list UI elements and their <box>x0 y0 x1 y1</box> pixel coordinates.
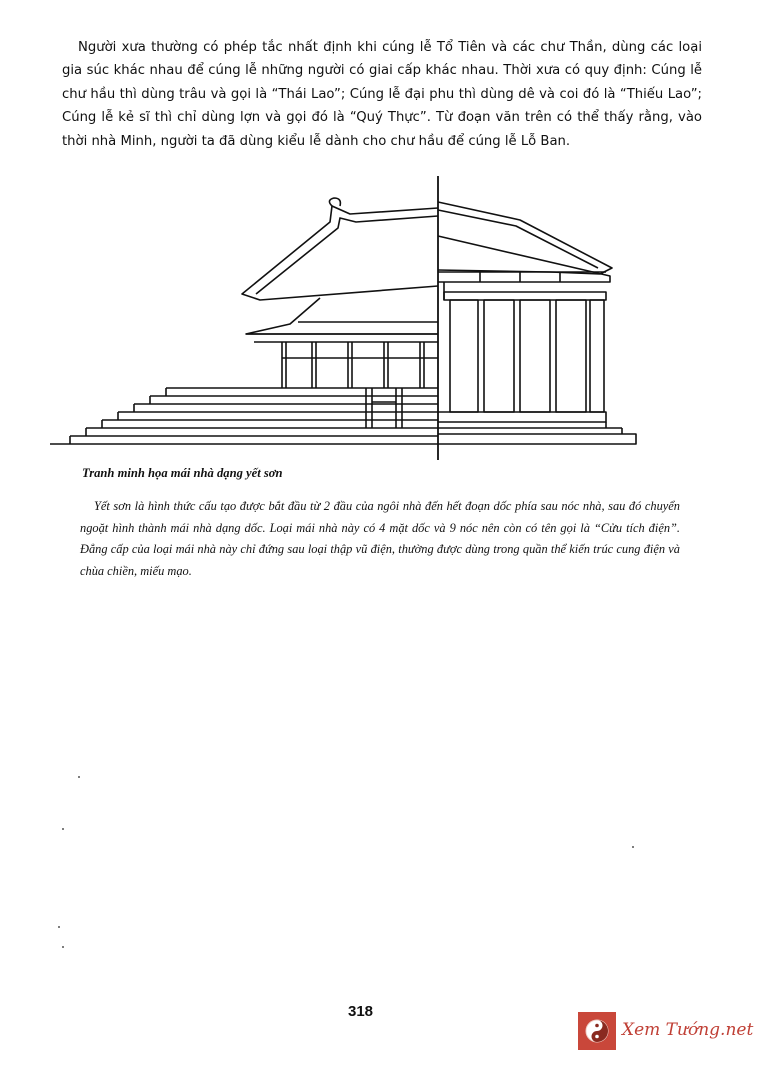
yin-yang-icon <box>585 1019 609 1043</box>
roof-illustration <box>50 176 670 460</box>
figure-caption-text: Yết sơn là hình thức cấu tạo được bắt đầu từ 2 đầu của ngôi nhà đến hết đoạn dốc phía sau nóc nhà, sau đó chuyển ngoặt hình thành mái nhà dạng dốc. Loại mái nhà này có 4 mặt dốc và 9 nóc nên còn có tên gọi là “Cửu tích điện”. Đẳng cấp của loại mái nhà này chỉ đứng sau loại thập vũ điện, thường được dùng trong quần thể kiến trúc cung điện và chùa chiền, miếu mạo. <box>80 499 680 578</box>
scan-speck <box>58 926 60 928</box>
watermark-logo-box <box>578 1012 616 1050</box>
scan-speck <box>632 846 634 848</box>
scan-speck <box>78 776 80 778</box>
scan-speck <box>62 946 64 948</box>
page-number: 318 <box>348 1003 374 1020</box>
figure-caption-title: Tranh minh họa mái nhà dạng yết sơn <box>82 466 283 480</box>
watermark-text: Xem Tướng.net <box>622 1020 754 1040</box>
scan-speck <box>62 828 64 830</box>
site-watermark <box>578 1012 768 1052</box>
intro-paragraph: Người xưa thường có phép tắc nhất định khi cúng lễ Tổ Tiên và các chư Thần, dùng các loại gia súc khác nhau để cúng lễ những người có giai cấp khác nhau. Thời xưa có quy định: Cúng lễ chư hầu thì dùng trâu và gọi là “Thái Lao”; Cúng lễ đại phu thì dùng dê và coi đó là “Thiếu Lao”; Cúng lễ kẻ sĩ thì chỉ dùng lợn và gọi đó là “Quý Thực”. Từ đoạn văn trên có thể thấy rằng, vào thời nhà Minh, người ta đã dùng kiểu lễ dành cho chư hầu để cúng lễ Lỗ Ban. <box>62 40 702 149</box>
yet-son-roof-drawing <box>50 176 670 460</box>
